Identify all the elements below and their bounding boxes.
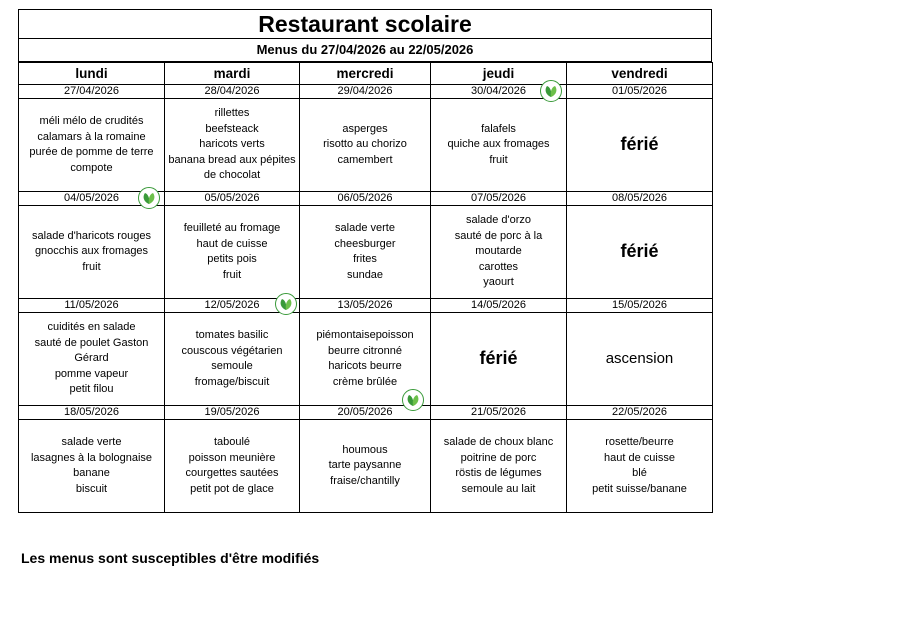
menu-item: petits pois bbox=[207, 253, 257, 265]
menu-item: semoule bbox=[211, 360, 253, 372]
menu-cell bbox=[431, 99, 567, 192]
date-cell bbox=[165, 85, 300, 99]
holiday-label: férié bbox=[479, 348, 518, 369]
menu-cell bbox=[300, 420, 431, 513]
date-label: 05/05/2026 bbox=[204, 192, 260, 204]
menu-item: poitrine de porc bbox=[460, 451, 537, 464]
date-row bbox=[19, 192, 713, 206]
menu-cell bbox=[300, 313, 431, 406]
date-label: 14/05/2026 bbox=[470, 299, 527, 311]
menu-item: feuilleté au fromage bbox=[183, 222, 281, 234]
day-header: vendredi bbox=[567, 63, 713, 85]
menu-cell bbox=[19, 420, 165, 513]
date-cell bbox=[300, 85, 431, 99]
menu-cell bbox=[19, 99, 165, 192]
date-cell bbox=[431, 192, 567, 206]
ascension-label: ascension bbox=[605, 350, 674, 368]
menu-item: beefsteack bbox=[205, 122, 259, 135]
menu-item: frites bbox=[353, 253, 377, 265]
date-cell bbox=[165, 192, 300, 206]
menu-cell bbox=[165, 99, 300, 192]
menu-item: cheesburger bbox=[334, 237, 396, 250]
date-cell bbox=[19, 85, 165, 99]
date-cell bbox=[567, 192, 713, 206]
date-cell bbox=[567, 299, 713, 313]
date-cell bbox=[300, 299, 431, 313]
menu-cell bbox=[431, 206, 567, 299]
menu-item: röstis de légumes bbox=[455, 467, 542, 479]
menu-item: banana bread aux pépites bbox=[168, 153, 296, 166]
date-cell bbox=[165, 406, 300, 420]
date-label: 06/05/2026 bbox=[337, 192, 393, 204]
day-header: mardi bbox=[165, 63, 300, 85]
date-cell bbox=[431, 406, 567, 420]
holiday-label: férié bbox=[620, 134, 659, 155]
menu-row bbox=[19, 420, 713, 513]
date-label: 13/05/2026 bbox=[337, 299, 393, 311]
date-label: 27/04/2026 bbox=[63, 85, 120, 97]
date-cell bbox=[300, 406, 431, 420]
menu-item: tarte paysanne bbox=[328, 459, 402, 472]
date-row bbox=[19, 85, 713, 99]
date-label: 19/05/2026 bbox=[204, 406, 260, 418]
date-label: 30/04/2026 bbox=[470, 85, 527, 97]
day-header: lundi bbox=[19, 63, 165, 85]
menu-item: camembert bbox=[337, 153, 393, 166]
menu-item: petit suisse/banane bbox=[592, 482, 687, 495]
date-label: 04/05/2026 bbox=[63, 192, 120, 204]
menu-item: sundae bbox=[346, 268, 384, 281]
page-subtitle: Menus du 27/04/2026 au 22/05/2026 bbox=[18, 39, 712, 62]
menu-item: crème brûlée bbox=[332, 375, 398, 388]
date-label: 18/05/2026 bbox=[63, 406, 120, 418]
menu-item: haricots beurre bbox=[328, 360, 402, 372]
menu-item: courgettes sautées bbox=[185, 467, 279, 479]
date-label: 20/05/2026 bbox=[337, 406, 393, 418]
menu-table bbox=[18, 62, 713, 513]
menu-item: poisson meunière bbox=[188, 451, 276, 464]
menu-item: purée de pomme de terre bbox=[29, 146, 154, 158]
menu-item: de chocolat bbox=[203, 169, 261, 182]
menu-cell bbox=[19, 313, 165, 406]
menu-item: semoule au lait bbox=[461, 482, 536, 495]
menu-item: cuidités en salade bbox=[47, 321, 136, 334]
menu-row bbox=[19, 313, 713, 406]
date-row bbox=[19, 299, 713, 313]
menu-item: Gérard bbox=[74, 352, 109, 365]
menu-row bbox=[19, 206, 713, 299]
menu-cell bbox=[165, 420, 300, 513]
menu-item: haricots verts bbox=[199, 138, 265, 151]
menu-cell bbox=[567, 313, 713, 406]
date-label: 21/05/2026 bbox=[470, 406, 527, 418]
menu-item: asperges bbox=[342, 122, 388, 135]
menu-item: risotto au chorizo bbox=[323, 138, 407, 151]
menu-item: banane bbox=[73, 467, 110, 479]
menu-cell bbox=[300, 99, 431, 192]
menu-item: couscous végétarien bbox=[181, 344, 283, 357]
menu-cell bbox=[567, 420, 713, 513]
menu-item: falafels bbox=[481, 122, 516, 135]
menu-item: petit filou bbox=[69, 383, 114, 396]
date-cell bbox=[567, 85, 713, 99]
menu-item: salade d'haricots rouges bbox=[32, 229, 151, 242]
menu-cell bbox=[19, 206, 165, 299]
menu-item: fraise/chantilly bbox=[330, 474, 400, 487]
menu-cell bbox=[165, 206, 300, 299]
menu-item: moutarde bbox=[475, 245, 522, 258]
menu-cell bbox=[567, 99, 713, 192]
date-cell bbox=[19, 406, 165, 420]
menu-item: fruit bbox=[489, 153, 508, 166]
menu-item: fromage/biscuit bbox=[194, 375, 270, 388]
menu-item: gnocchis aux fromages bbox=[34, 245, 149, 258]
day-header-row bbox=[19, 63, 713, 85]
menu-item: quiche aux fromages bbox=[447, 138, 550, 151]
date-row bbox=[19, 406, 713, 420]
menu-item: salade d'orzo bbox=[465, 214, 532, 227]
menu-item: salade verte bbox=[61, 436, 122, 448]
menu-item: salade verte bbox=[335, 222, 395, 234]
date-cell bbox=[165, 299, 300, 313]
menu-item: beurre citronné bbox=[328, 344, 402, 357]
menu-item: méli mélo de crudités bbox=[39, 115, 144, 127]
menu-item: compote bbox=[70, 161, 113, 174]
menu-item: piémontaisepoisson bbox=[316, 329, 414, 341]
menu-cell bbox=[567, 206, 713, 299]
menu-item: lasagnes à la bolognaise bbox=[30, 451, 153, 464]
date-cell bbox=[19, 192, 165, 206]
menu-item: sauté de porc à la bbox=[454, 229, 543, 242]
date-label: 11/05/2026 bbox=[64, 299, 119, 311]
day-header: mercredi bbox=[300, 63, 431, 85]
menu-item: salade de choux blanc bbox=[443, 436, 554, 448]
menu-item: sauté de poulet Gaston bbox=[34, 336, 149, 349]
date-label: 01/05/2026 bbox=[611, 85, 668, 97]
menu-cell bbox=[431, 420, 567, 513]
menu-item: fruit bbox=[222, 268, 242, 281]
menu-item: biscuit bbox=[75, 482, 108, 495]
date-label: 29/04/2026 bbox=[337, 85, 393, 97]
menu-row bbox=[19, 99, 713, 192]
date-cell bbox=[300, 192, 431, 206]
holiday-label: férié bbox=[620, 241, 659, 262]
date-label: 12/05/2026 bbox=[204, 299, 260, 311]
menu-cell bbox=[165, 313, 300, 406]
day-header: jeudi bbox=[431, 63, 567, 85]
menu-item: blé bbox=[632, 467, 647, 479]
menu-item: houmous bbox=[342, 443, 388, 456]
menu-item: yaourt bbox=[483, 276, 514, 289]
menu-item: calamars à la romaine bbox=[37, 130, 146, 143]
menu-cell bbox=[300, 206, 431, 299]
menu-item: rillettes bbox=[214, 107, 250, 120]
date-label: 07/05/2026 bbox=[470, 192, 527, 204]
date-label: 22/05/2026 bbox=[611, 406, 668, 418]
menu-item: tomates basilic bbox=[195, 329, 269, 341]
menu-sheet bbox=[18, 9, 712, 513]
menu-item: rosette/beurre bbox=[605, 436, 674, 448]
date-label: 08/05/2026 bbox=[611, 192, 668, 204]
date-cell bbox=[431, 85, 567, 99]
menu-cell bbox=[431, 313, 567, 406]
footer-note: Les menus sont susceptibles d'être modifiés bbox=[21, 550, 320, 566]
menu-item: haut de cuisse bbox=[196, 237, 268, 250]
date-cell bbox=[431, 299, 567, 313]
date-cell bbox=[567, 406, 713, 420]
menu-item: pomme vapeur bbox=[54, 367, 129, 380]
page-title: Restaurant scolaire bbox=[18, 9, 712, 39]
menu-item: petit pot de glace bbox=[190, 482, 274, 495]
date-label: 28/04/2026 bbox=[204, 85, 260, 97]
menu-item: carottes bbox=[478, 260, 519, 273]
date-cell bbox=[19, 299, 165, 313]
menu-item: taboulé bbox=[213, 436, 251, 448]
date-label: 15/05/2026 bbox=[611, 299, 668, 311]
menu-item: fruit bbox=[82, 260, 101, 273]
menu-item: haut de cuisse bbox=[604, 451, 675, 464]
